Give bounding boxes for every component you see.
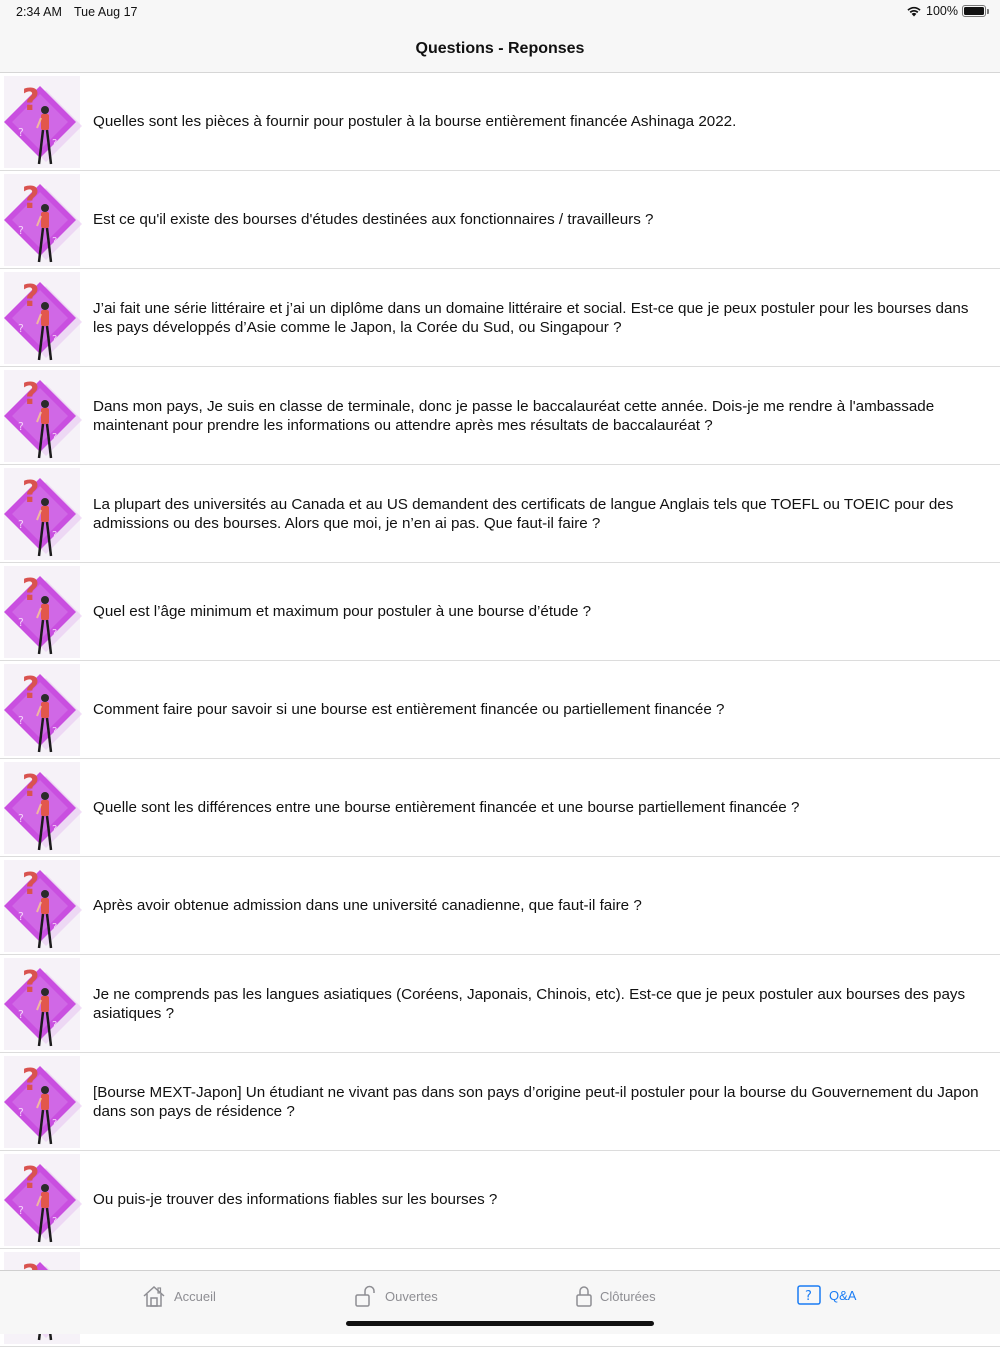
question-illustration-icon xyxy=(4,1154,80,1246)
svg-text:?: ? xyxy=(52,921,58,933)
question-icon xyxy=(797,1285,821,1305)
svg-text:?: ? xyxy=(22,670,40,706)
question-illustration-icon xyxy=(4,174,80,266)
svg-text:?: ? xyxy=(52,627,58,639)
unlock-icon xyxy=(355,1285,377,1307)
list-item[interactable] xyxy=(0,171,1000,269)
battery-percent: 100% xyxy=(926,4,958,18)
navigation-bar xyxy=(0,26,1000,73)
question-illustration-icon xyxy=(4,958,80,1050)
svg-text:?: ? xyxy=(22,1160,40,1196)
tab-qa[interactable] xyxy=(797,1285,856,1305)
svg-text:?: ? xyxy=(18,811,24,825)
tab-label: Clôturées xyxy=(600,1288,656,1304)
tab-label: Ouvertes xyxy=(385,1288,438,1304)
svg-text:?: ? xyxy=(22,376,40,412)
svg-text:?: ? xyxy=(22,768,40,804)
question-text: Quel est l’âge minimum et maximum pour postuler à une bourse d’étude ? xyxy=(93,603,592,620)
list-item[interactable] xyxy=(0,857,1000,955)
list-item[interactable] xyxy=(0,73,1000,171)
svg-text:?: ? xyxy=(805,1289,812,1304)
svg-text:?: ? xyxy=(22,866,40,902)
tab-cloturees[interactable] xyxy=(576,1285,656,1307)
svg-text:?: ? xyxy=(52,431,58,443)
question-illustration-icon xyxy=(4,860,80,952)
status-right xyxy=(906,4,986,18)
svg-text:?: ? xyxy=(52,1019,58,1031)
question-illustration-icon xyxy=(4,1056,80,1148)
question-text: Quelles sont les pièces à fournir pour postuler à la bourse entièrement financée Ashinaga 2022. xyxy=(93,113,737,130)
svg-text:?: ? xyxy=(18,321,24,335)
svg-text:?: ? xyxy=(22,1062,40,1098)
question-illustration-icon xyxy=(4,370,80,462)
list-item[interactable] xyxy=(0,661,1000,759)
tab-accueil[interactable] xyxy=(142,1285,216,1307)
home-icon xyxy=(142,1285,166,1307)
tab-ouvertes[interactable] xyxy=(355,1285,438,1307)
svg-text:?: ? xyxy=(18,1007,24,1021)
list-item[interactable] xyxy=(0,1151,1000,1249)
question-text: Dans mon pays, Je suis en classe de terminale, donc je passe le baccalauréat cette année. Dois-je me rendre à l'ambassade maintenant pour prendre les informations ou attendre après mes résultats de baccalauréat ? xyxy=(93,397,935,434)
svg-text:?: ? xyxy=(18,1203,24,1217)
list-item[interactable] xyxy=(0,759,1000,857)
question-text: Est ce qu'il existe des bourses d'études destinées aux fonctionnaires / travailleurs ? xyxy=(93,211,654,228)
svg-text:?: ? xyxy=(18,909,24,923)
question-text: Ou puis-je trouver des informations fiables sur les bourses ? xyxy=(93,1191,498,1208)
svg-text:?: ? xyxy=(18,419,24,433)
question-illustration-icon xyxy=(4,664,80,756)
question-text: La plupart des universités au Canada et au US demandent des certificats de langue Anglais tels que TOEFL ou TOEIC pour des admissions ou des bourses. Alors que moi, je n’en ai pas. Que faut-il faire ? xyxy=(93,495,954,532)
list-item[interactable] xyxy=(0,367,1000,465)
svg-text:?: ? xyxy=(52,1215,58,1227)
svg-text:?: ? xyxy=(22,572,40,608)
svg-text:?: ? xyxy=(52,137,58,149)
svg-text:?: ? xyxy=(52,725,58,737)
svg-text:?: ? xyxy=(22,964,40,1000)
svg-text:?: ? xyxy=(18,713,24,727)
list-item[interactable] xyxy=(0,563,1000,661)
question-text: Quelle sont les différences entre une bourse entièrement financée et une bourse partiellement financée ? xyxy=(93,799,800,816)
list-item[interactable] xyxy=(0,465,1000,563)
status-bar xyxy=(0,0,1000,26)
question-illustration-icon xyxy=(4,762,80,854)
wifi-icon xyxy=(906,5,922,17)
list-item[interactable] xyxy=(0,269,1000,367)
battery-icon xyxy=(962,5,986,17)
svg-text:?: ? xyxy=(22,278,40,314)
svg-text:?: ? xyxy=(18,125,24,139)
svg-text:?: ? xyxy=(52,823,58,835)
lock-icon xyxy=(576,1285,592,1307)
page-title: Questions - Reponses xyxy=(415,40,585,57)
question-text: Comment faire pour savoir si une bourse est entièrement financée ou partiellement financée ? xyxy=(93,701,725,718)
svg-text:?: ? xyxy=(52,1117,58,1129)
svg-text:?: ? xyxy=(52,529,58,541)
svg-text:?: ? xyxy=(18,223,24,237)
question-text: [Bourse MEXT-Japon] Un étudiant ne vivant pas dans son pays d’origine peut-il postuler pour la bourse du Gouvernement du Japon dans son pays de résidence ? xyxy=(93,1083,979,1120)
tab-label: Q&A xyxy=(829,1287,857,1303)
question-text: Je ne comprends pas les langues asiatiques (Coréens, Japonais, Chinois, etc). Est-ce que je peux postuler aux bourses des pays asiatiques ? xyxy=(93,985,966,1022)
question-illustration-icon xyxy=(4,76,80,168)
question-illustration-icon xyxy=(4,468,80,560)
svg-text:?: ? xyxy=(52,235,58,247)
question-list[interactable] xyxy=(0,73,1000,1270)
svg-text:?: ? xyxy=(22,82,40,118)
status-time: 2:34 AM xyxy=(16,5,62,19)
list-item[interactable] xyxy=(0,1053,1000,1151)
tab-label: Accueil xyxy=(174,1288,216,1304)
status-date: Tue Aug 17 xyxy=(74,5,138,19)
list-item[interactable] xyxy=(0,955,1000,1053)
svg-text:?: ? xyxy=(22,474,40,510)
question-text: Après avoir obtenue admission dans une université canadienne, que faut-il faire ? xyxy=(93,897,642,914)
home-indicator xyxy=(346,1321,654,1326)
question-text: J’ai fait une série littéraire et j’ai un diplôme dans un domaine littéraire et social. Est-ce que je peux postuler pour les bourses dans les pays développés d’Asie comme le Japon, la Corée du Sud, ou Singapour ? xyxy=(93,299,969,336)
svg-text:?: ? xyxy=(18,517,24,531)
svg-text:?: ? xyxy=(22,180,40,216)
svg-text:?: ? xyxy=(18,1105,24,1119)
question-illustration-icon xyxy=(4,566,80,658)
svg-text:?: ? xyxy=(52,333,58,345)
question-illustration-icon xyxy=(4,272,80,364)
svg-text:?: ? xyxy=(18,615,24,629)
